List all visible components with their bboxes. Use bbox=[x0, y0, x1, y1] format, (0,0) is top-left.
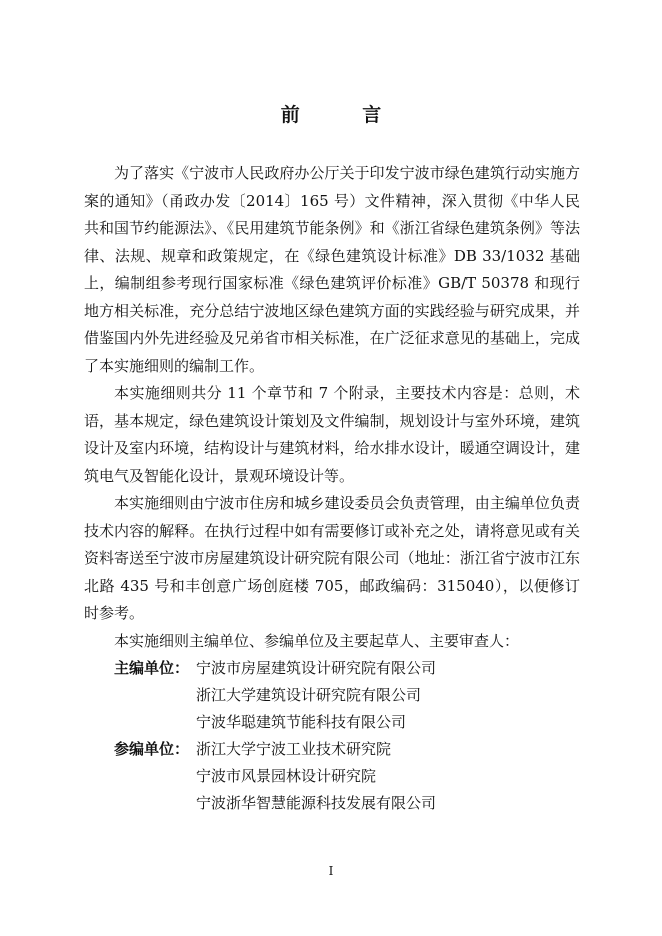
page-number: I bbox=[328, 864, 334, 878]
chief-units-names bbox=[196, 655, 580, 736]
unit-name: 宁波浙华智慧能源科技发展有限公司 bbox=[196, 794, 437, 812]
units-list bbox=[84, 655, 580, 817]
unit-name: 宁波华聪建筑节能科技有限公司 bbox=[196, 713, 407, 731]
page-title: 前 言 bbox=[280, 104, 410, 126]
participating-units-names bbox=[196, 736, 580, 817]
participating-units-row bbox=[84, 736, 580, 817]
paragraph: 为了落实《宁波市人民政府办公厅关于印发宁波市绿色建筑行动实施方案的通知》（甬政办发〔2014〕165 号）文件精神，深入贯彻《中华人民共和国节约能源法》、《民用建筑节能条例》和《浙江省绿色建筑条例》等法律、法规、规章和政策规定，在《绿色建筑设计标准》DB 33/1032 基础上，编制组参考现行国家标准《绿色建筑评价标准》GB/T 50378 和现行地方相关标准，充分总结宁波地区绿色建筑方面的实践经验与研究成果，并借鉴国内外先进经验及兄弟省市相关标准，在广泛征求意见的基础上，完成了本实施细则的编制工作。 bbox=[84, 164, 580, 375]
chief-units-row bbox=[84, 655, 580, 736]
unit-name: 宁波市风景园林设计研究院 bbox=[196, 767, 377, 785]
participating-units-label: 参编单位： bbox=[114, 740, 190, 758]
chief-units-label: 主编单位： bbox=[114, 659, 190, 677]
unit-name: 浙江大学宁波工业技术研究院 bbox=[196, 740, 392, 758]
unit-name: 宁波市房屋建筑设计研究院有限公司 bbox=[196, 659, 437, 677]
paragraph: 本实施细则主编单位、参编单位及主要起草人、主要审查人： bbox=[114, 631, 520, 650]
body-text bbox=[84, 160, 580, 817]
unit-name: 浙江大学建筑设计研究院有限公司 bbox=[196, 686, 422, 704]
paragraph: 本实施细则由宁波市住房和城乡建设委员会负责管理，由主编单位负责技术内容的解释。在执行过程中如有需要修订或补充之处，请将意见或有关资料寄送至宁波市房屋建筑设计研究院有限公司（地址：浙江省宁波市江东北路 435 号和丰创意广场创庭楼 705，邮政编码：315040），以便修订时参考。 bbox=[84, 494, 580, 622]
paragraph: 本实施细则共分 11 个章节和 7 个附录，主要技术内容是：总则，术语，基本规定，绿色建筑设计策划及文件编制，规划设计与室外环境，建筑设计及室内环境，结构设计与建筑材料，给水排水设计，暖通空调设计，建筑电气及智能化设计，景观环境设计等。 bbox=[84, 384, 580, 485]
